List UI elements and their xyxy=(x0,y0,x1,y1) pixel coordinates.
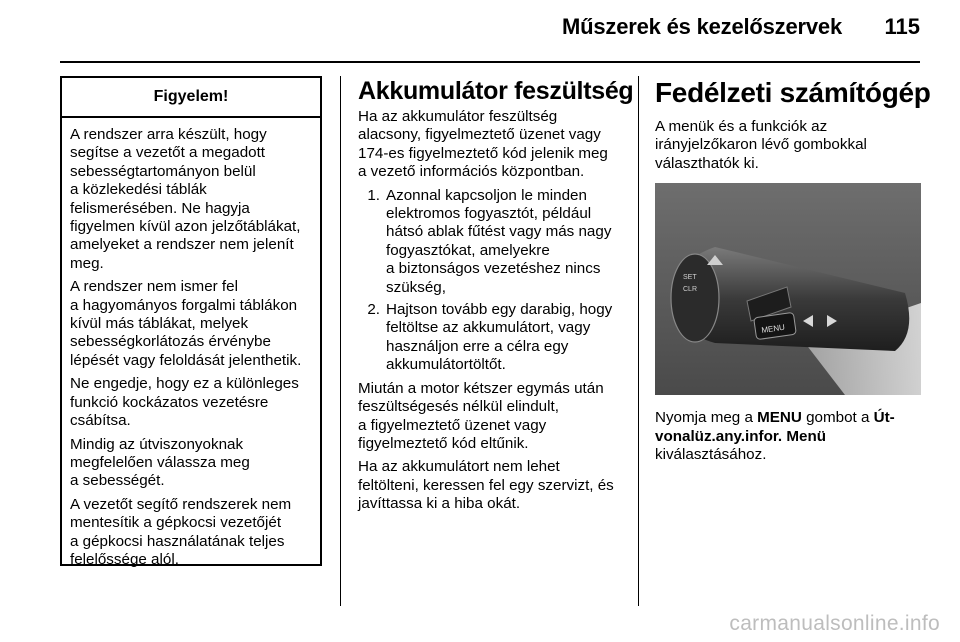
computer-intro: A menük és a funkciók az irányjelzőkaron lévő gombokkal választhatók ki. xyxy=(655,118,867,172)
stalk-menu-label: MENU xyxy=(760,322,786,336)
warning-title: Figyelem! xyxy=(62,78,320,118)
stalk-clr-label: CLR xyxy=(683,286,698,294)
caption-menu-key: MENU xyxy=(757,409,802,427)
warning-body xyxy=(62,118,320,569)
battery-after-1: Miután a motor kétszer egymás után feszültségesés nélkül elindult, a figyelmeztető üzenet vagy figyelmeztető kód eltűnik. xyxy=(358,379,604,452)
battery-intro: Ha az akkumulátor feszültség alacsony, figyelmeztető üzenet vagy 174-es figyelmeztető kód jelenik meg a vezető információs központban. xyxy=(358,108,608,181)
warning-paragraph: Mindig az útviszonyoknak megfelelően válassza meg a sebességét. xyxy=(70,435,250,490)
battery-title: Akkumulátor feszültség xyxy=(358,77,634,105)
battery-steps xyxy=(358,187,624,375)
column-divider-2 xyxy=(638,76,639,606)
stalk-photo xyxy=(655,183,921,395)
battery-after-2: Ha az akkumulátort nem lehet feltölteni, keressen fel egy szervizt, és javíttassa ki a hiba okát. xyxy=(358,458,614,513)
stalk-set-label: SET xyxy=(683,274,697,282)
column-divider-1 xyxy=(340,76,341,606)
warning-paragraph: Ne engedje, hogy ez a különleges funkció kockázatos vezetésre csábítsa. xyxy=(70,375,299,430)
caption-text: kiválasztásához. xyxy=(655,446,767,464)
stalk-photo-drawing xyxy=(655,183,921,395)
step-text: Azonnal kapcsoljon le minden elektromos fogyasztót, például hátsó ablak fűtést vagy más nagy fogyasztókat, amelyekre a biztonságos vezetéshez nincs szükség, xyxy=(386,186,612,296)
step-number: 1. xyxy=(367,186,380,204)
battery-section xyxy=(358,76,634,519)
watermark: carmanualsonline.info xyxy=(729,612,940,635)
warning-paragraph: A rendszer nem ismer fel a hagyományos forgalmi táblákon kívül más táblákat, melyek sebességkorlátozás érvénybe lépését vagy feloldását jelenthetik. xyxy=(70,278,302,369)
caption-text: gombot a xyxy=(801,409,874,427)
warning-paragraph: A vezetőt segítő rendszerek nem mentesítik a gépkocsi vezetőjét a gépkocsi használatának teljes felelőssége alól. xyxy=(70,495,292,568)
step-number: 2. xyxy=(367,301,380,319)
list-item xyxy=(358,301,624,375)
warning-box xyxy=(60,76,322,566)
caption-text: Nyomja meg a xyxy=(655,409,758,427)
header-rule xyxy=(60,61,920,63)
list-item xyxy=(358,187,624,297)
photo-caption xyxy=(655,409,921,464)
step-text: Hajtson tovább egy darabig, hogy feltöltse az akkumulátort, vagy használjon erre a célra egy akkumulátortöltőt. xyxy=(386,301,613,374)
computer-title: Fedélzeti számítógép xyxy=(655,77,931,108)
warning-paragraph: A rendszer arra készült, hogy segítse a vezetőt a megadott sebességtartományon belül a közlekedési táblák felismerésében. Ne hagyja figyelmen kívül azon jelzőtáblákat, amelyeket a rendszer nem jelenít meg. xyxy=(70,126,301,272)
computer-section xyxy=(655,76,931,464)
page-number: 115 xyxy=(884,14,920,39)
page-header-title: Műszerek és kezelőszervek xyxy=(562,14,842,39)
caption-menu-name: Út-vonalüz.any.infor. Menü xyxy=(655,409,895,445)
